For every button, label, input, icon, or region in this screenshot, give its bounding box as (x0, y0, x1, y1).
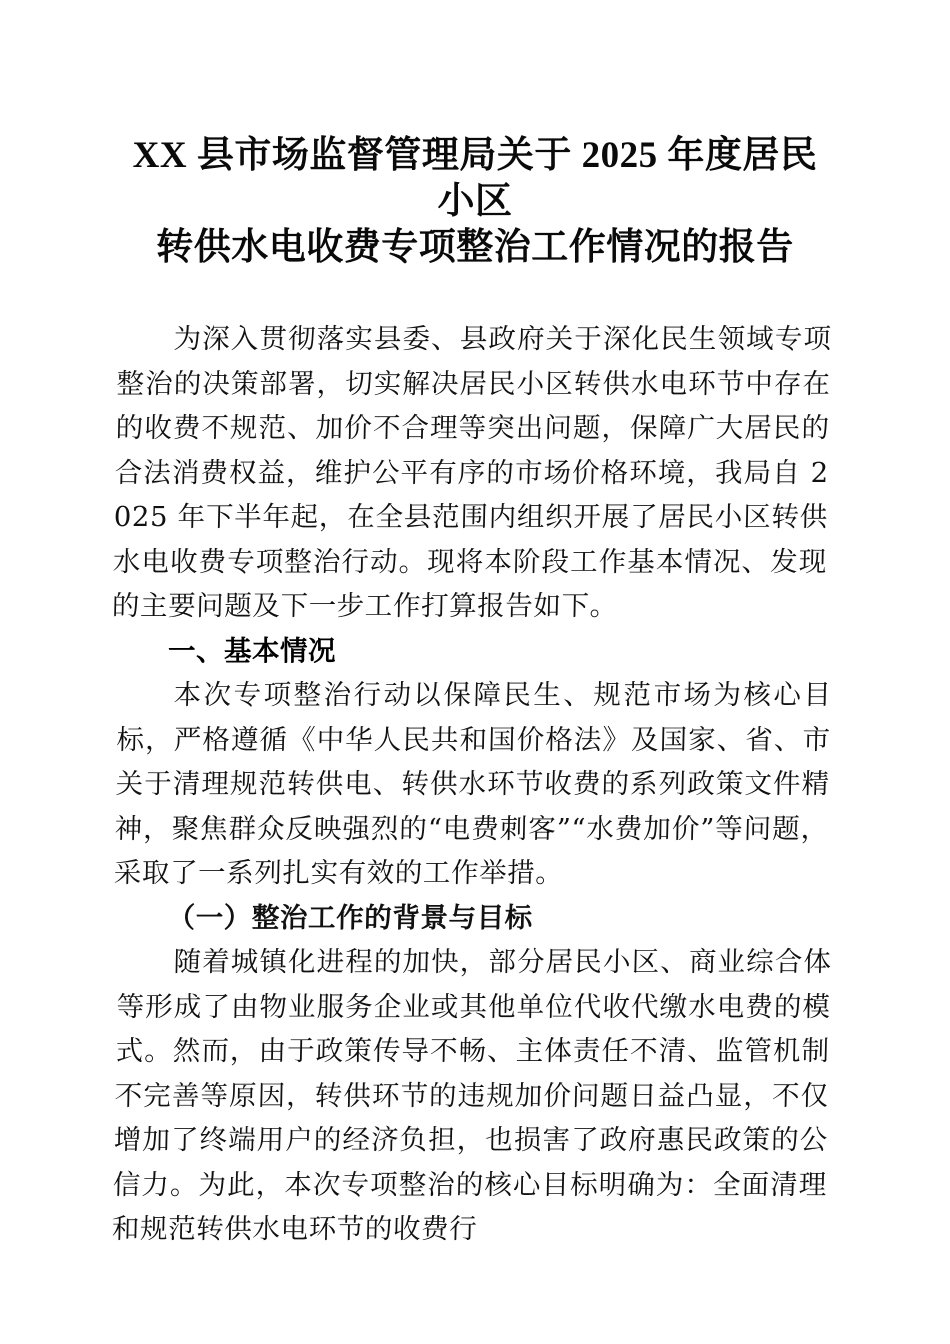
subsection-heading-1-1: （一）整治工作的背景与目标 (167, 901, 534, 934)
section-heading-1: 一、基本情况 (168, 634, 336, 666)
section-1-paragraph: 本次专项整治行动以保障民生、规范市场为核心目标，严格遵循《中华人民共和国价格法》及国家、省、市关于清理规范转供电、转供水环节收费的系列政策文件精神，聚焦群众反映强烈的“电费刺客”“水费加价”等问题，采取了一系列扎实有效的工作举措。 (113, 679, 832, 889)
document-title-line-1: XX 县市场监督管理局关于 2025 年度居民小区 (132, 135, 818, 222)
intro-paragraph: 为深入贯彻落实县委、县政府关于深化民生领域专项整治的决策部署，切实解决居民小区转供水电环节中存在的收费不规范、加价不合理等突出问题，保障广大居民的合法消费权益，维护公平有序的市场价格环境，我局自 2025 年下半年起，在全县范围内组织开展了居民小区转供水电收费专项整治行动。现将本阶段工作基本情况、发现的主要问题及下一步工作打算报告如下。 (111, 323, 832, 622)
document-title (118, 0, 832, 271)
document-content (111, 0, 832, 1252)
subsection-1-1-paragraph: 随着城镇化进程的加快，部分居民小区、商业综合体等形成了由物业服务企业或其他单位代收代缴水电费的模式。然而，由于政策传导不畅、主体责任不清、监管机制不完善等原因，转供环节的违规加价问题日益凸显，不仅增加了终端用户的经济负担，也损害了政府惠民政策的公信力。为此，本次专项整治的核心目标明确为：全面清理和规范转供水电环节的收费行 (111, 946, 832, 1245)
document-title-line-2: 转供水电收费专项整治工作情况的报告 (156, 227, 794, 268)
